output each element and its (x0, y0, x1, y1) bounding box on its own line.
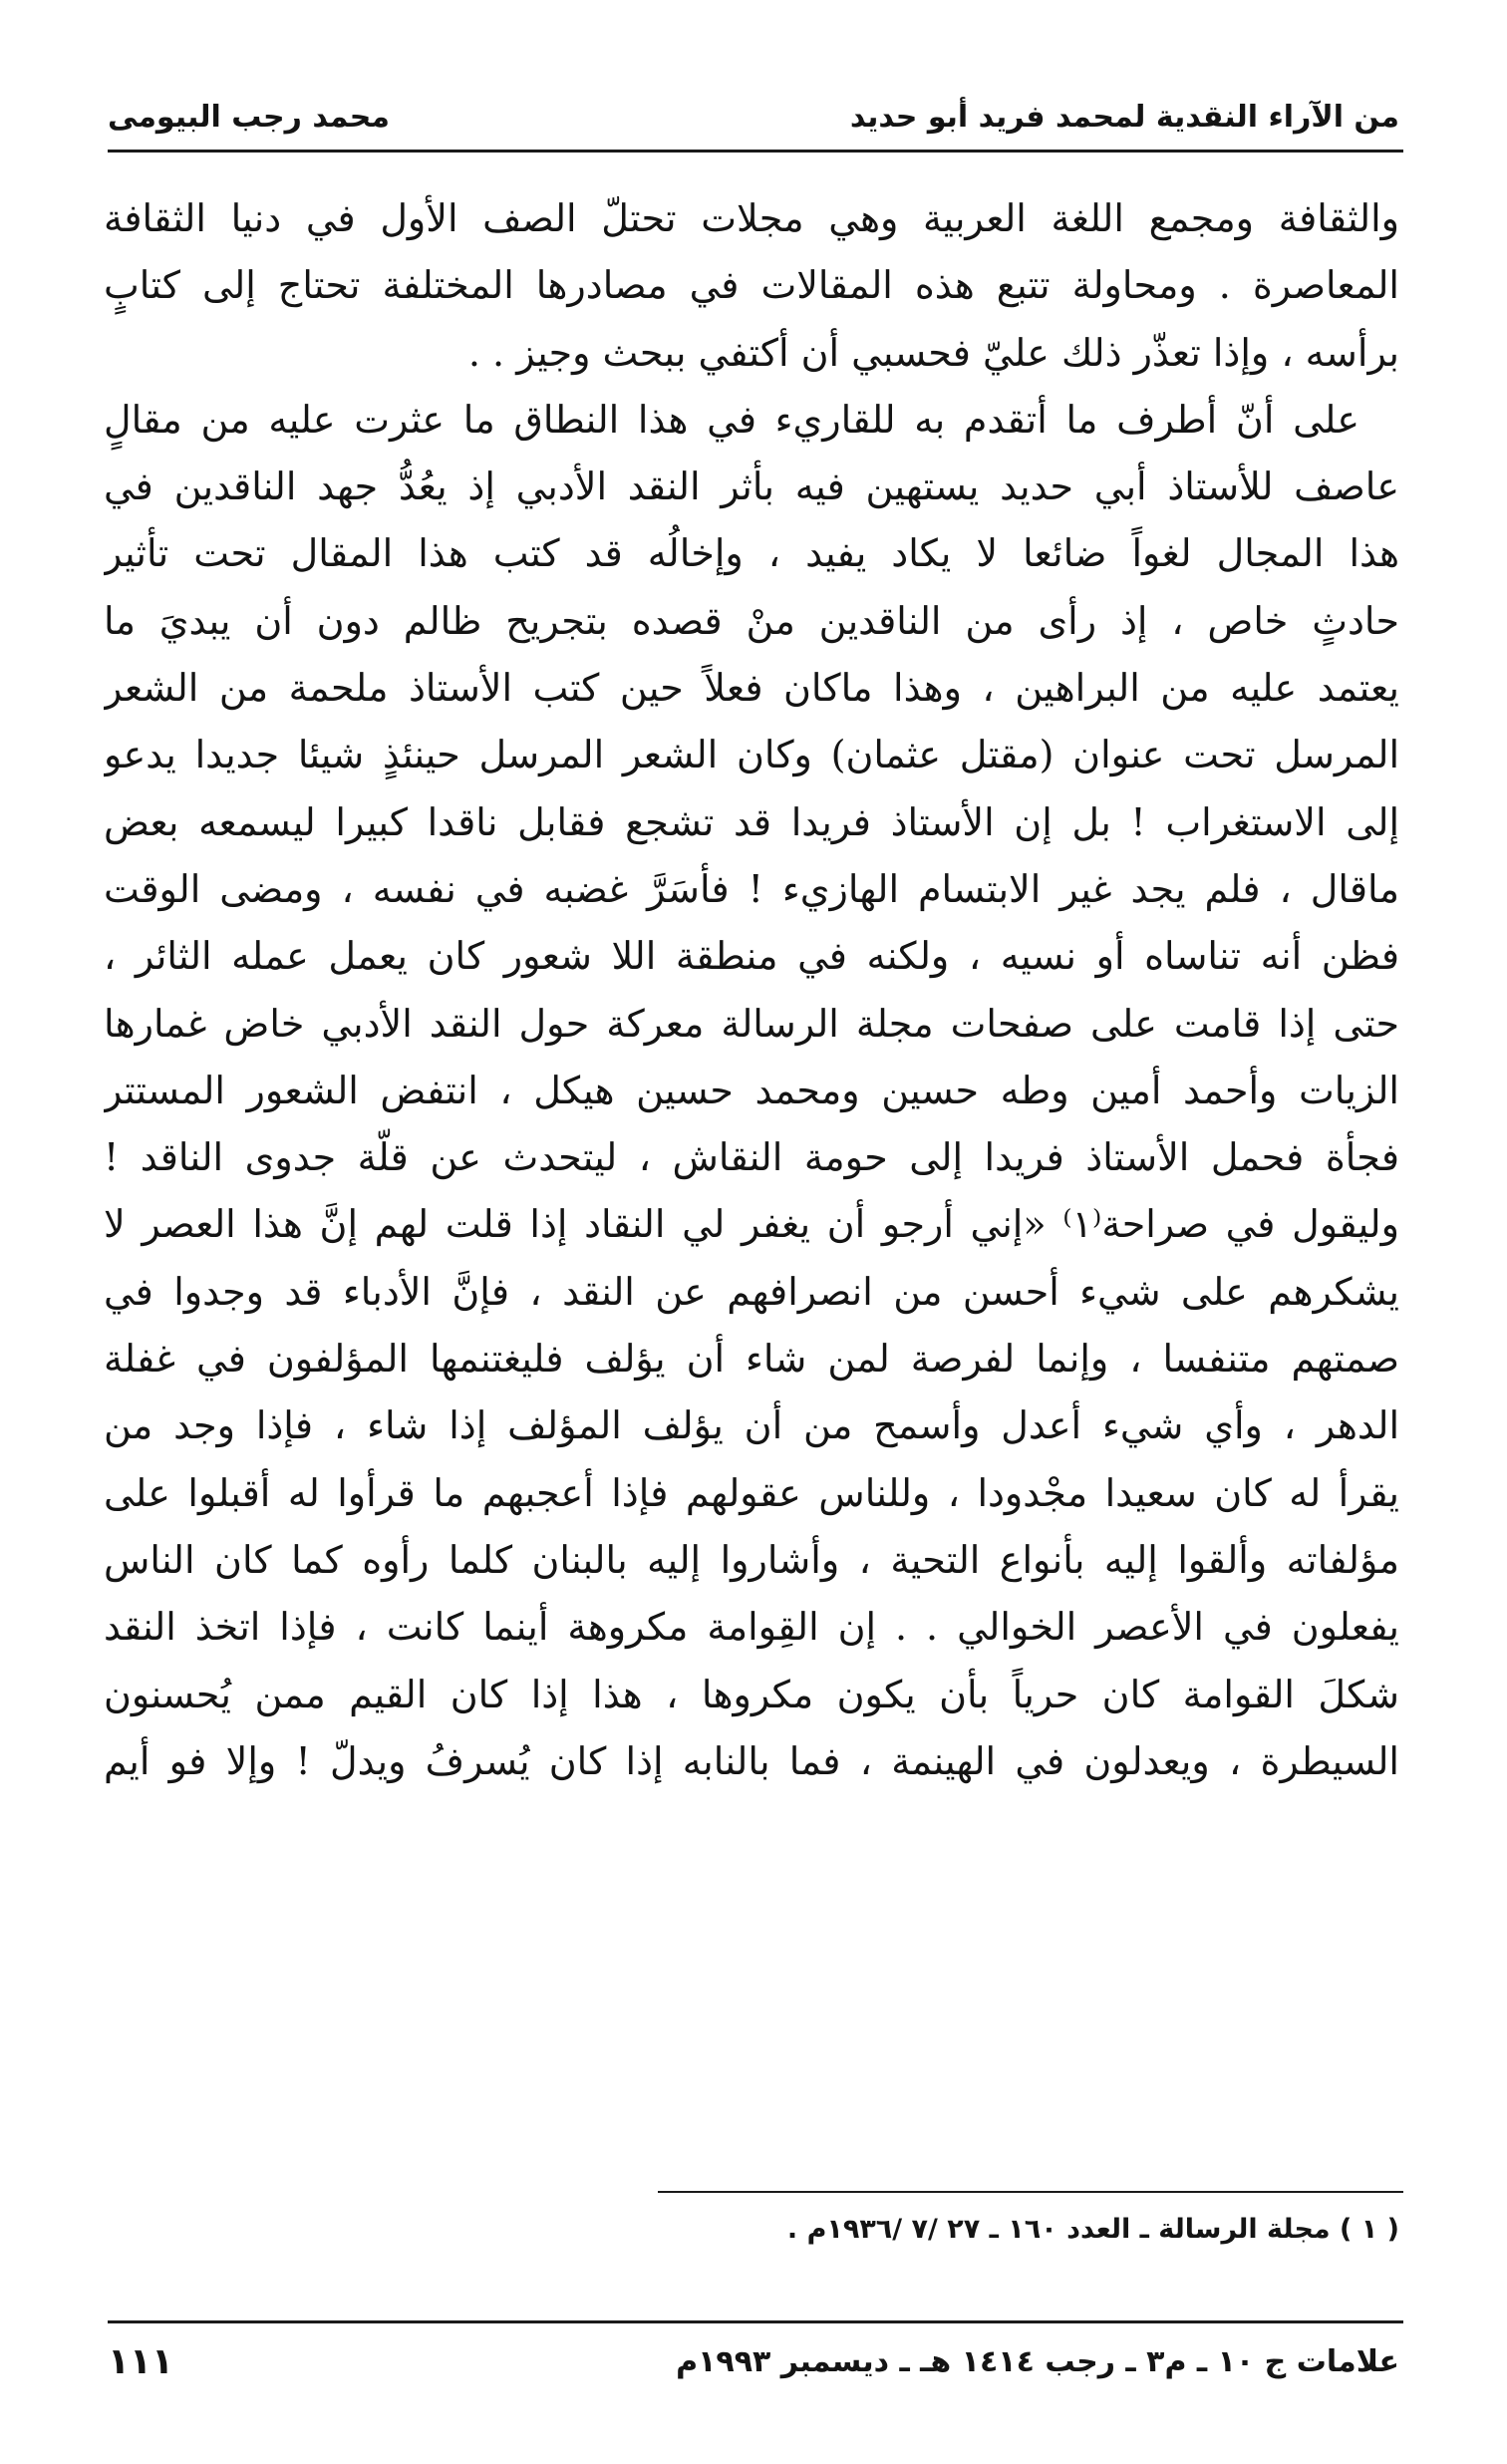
text-line: يشكرهم على شيء أحسن من انصرافهم عن النقد ، فإنَّ الأدباء قد وجدوا في (104, 1269, 1399, 1314)
text-line: مؤلفاته وألقوا إليه بأنواع التحية ، وأشاروا إليه بالبنان كلما رأوه كما كان الناس (104, 1537, 1399, 1582)
text-line: المعاصرة . ومحاولة تتبع هذه المقالات في مصادرها المختلفة تحتاج إلى كتابٍ (104, 263, 1399, 308)
footer-rule (108, 2320, 1403, 2323)
text-line: فجأة فحمل الأستاذ فريدا إلى حومة النقاش ، ليتحدث عن قلّة جدوى الناقد ! (104, 1135, 1399, 1180)
page-footer (108, 2332, 1399, 2392)
text-line: حادثٍ خاص ، إذ رأى من الناقدين منْ قصده بتجريح ظالم دون أن يبديَ ما (104, 598, 1399, 643)
footnote: ( ١ ) مجلة الرسالة ـ العدد ١٦٠ ـ ٢٧ /٧ /١٩٣٦م . (786, 2214, 1399, 2245)
text-line: السيطرة ، ويعدلون في الهينمة ، فما بالنابه إذا كان يُسرفُ ويدلّ ! وإلا فو أيم (104, 1738, 1399, 1783)
header-rule (108, 150, 1403, 153)
page-number: ١١١ (108, 2341, 173, 2382)
text-line: يقرأ له كان سعيدا مجْدودا ، وللناس عقولهم فإذا أعجبهم ما قرأوا له أقبلوا على (104, 1470, 1399, 1515)
text-line: والثقافة ومجمع اللغة العربية وهي مجلات تحتلّ الصف الأول في دنيا الثقافة (104, 196, 1399, 240)
text-line: المرسل تحت عنوان (مقتل عثمان) وكان الشعر المرسل حينئذٍ شيئا جديدا يدعو (104, 733, 1399, 777)
text-line: شكلَ القوامة كان حرياً بأن يكون مكروها ، هذا إذا كان القيم ممن يُحسنون (104, 1672, 1399, 1716)
text-line: برأسه ، وإذا تعذّر ذلك عليّ فحسبي أن أكتفي ببحث وجيز . . (467, 330, 1399, 375)
text-line: يعتمد عليه من البراهين ، وهذا ماكان فعلاً حين كتب الأستاذ ملحمة من الشعر (104, 666, 1399, 711)
running-author: محمد رجب البيومى (108, 100, 390, 135)
text-line: هذا المجال لغواً ضائعا لا يكاد يفيد ، وإخالُه قد كتب هذا المقال تحت تأثير (104, 531, 1399, 576)
text-line: إلى الاستغراب ! بل إن الأستاذ فريدا قد تشجع فقابل ناقدا كبيرا ليسمعه بعض (104, 799, 1399, 844)
body-text (104, 185, 1399, 1795)
text-line: وليقول في صراحة⁽١⁾ «إني أرجو أن يغفر لي النقاد إذا قلت لهم إنَّ هذا العصر لا (104, 1202, 1399, 1247)
text-line: الزيات وأحمد أمين وطه حسين ومحمد حسين هيكل ، انتفض الشعور المستتر (104, 1068, 1399, 1112)
running-header (108, 88, 1399, 148)
text-line: على أنّ أطرف ما أتقدم به للقاريء في هذا النطاق ما عثرت عليه من مقالٍ (104, 397, 1359, 442)
text-line: صمتهم متنفسا ، وإنما لفرصة لمن شاء أن يؤلف فليغتنمها المؤلفون في غفلة (104, 1337, 1399, 1382)
running-title: من الآراء النقدية لمحمد فريد أبو حديد (849, 100, 1399, 135)
text-line: يفعلون في الأعصر الخوالي . . إن القِوامة مكروهة أينما كانت ، فإذا اتخذ النقد (104, 1605, 1399, 1650)
issue-info: علامات ج ١٠ ـ م٣ ـ رجب ١٤١٤ هـ ـ ديسمبر ١٩٩٣م (676, 2344, 1399, 2379)
text-line: الدهر ، وأي شيء أعدل وأسمح من أن يؤلف المؤلف إذا شاء ، فإذا وجد من (104, 1403, 1399, 1448)
text-line: ماقال ، فلم يجد غير الابتسام الهازيء ! فأسَرَّ غضبه في نفسه ، ومضى الوقت (104, 866, 1399, 911)
text-line: عاصف للأستاذ أبي حديد يستهين فيه بأثر النقد الأدبي إذ يعُدُّ جهد الناقدين في (104, 464, 1399, 509)
text-line: حتى إذا قامت على صفحات مجلة الرسالة معركة حول النقد الأدبي خاض غمارها (104, 1001, 1399, 1046)
footnote-rule (658, 2191, 1403, 2193)
text-line: فظن أنه تناساه أو نسيه ، ولكنه في منطقة اللا شعور كان يعمل عمله الثائر ، (104, 934, 1399, 979)
